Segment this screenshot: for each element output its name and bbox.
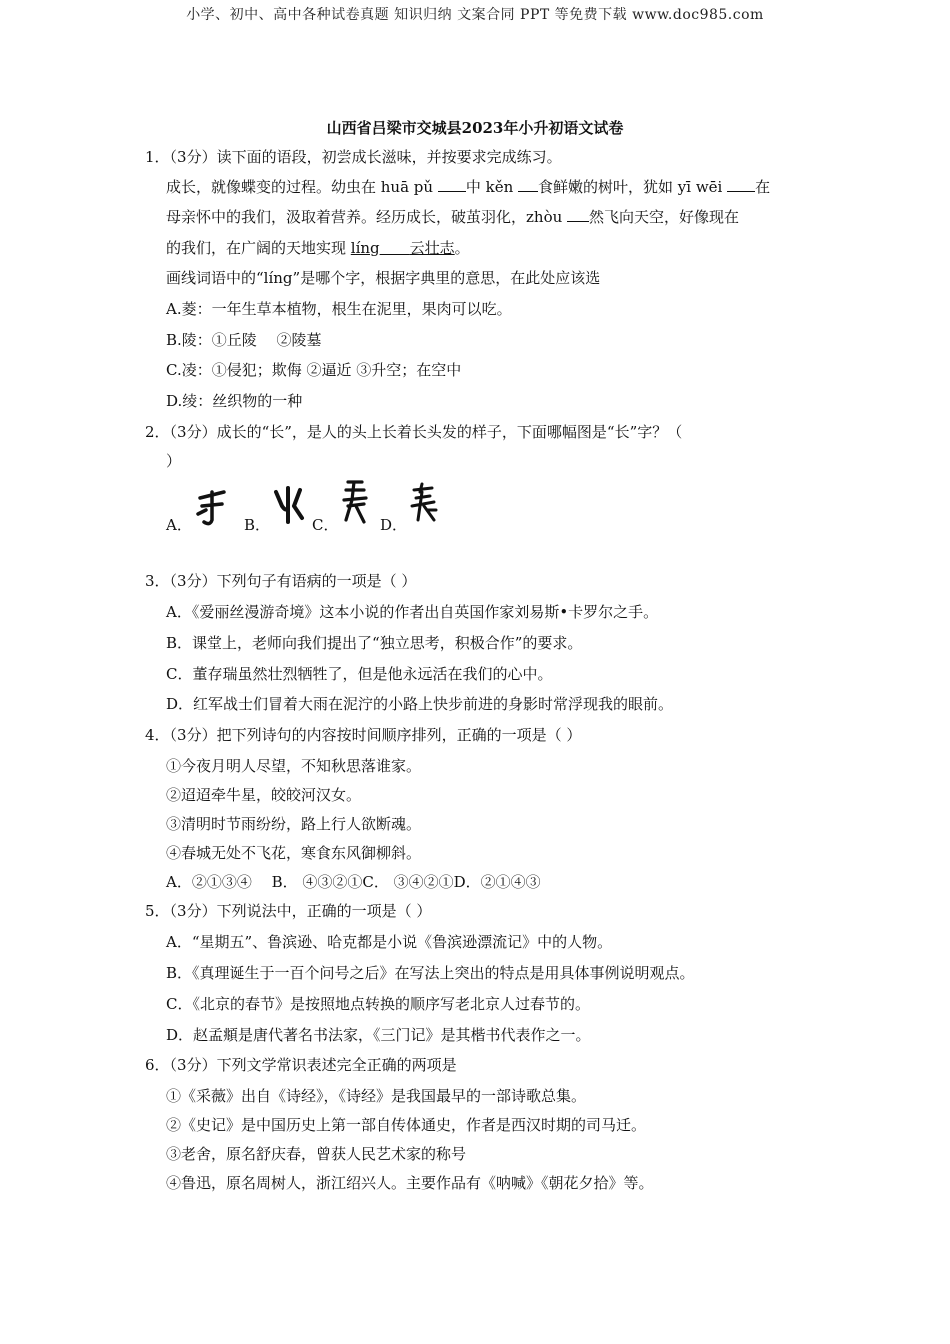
glyph-c-image[interactable] — [338, 478, 372, 526]
q2-glyph-options — [166, 476, 466, 536]
q1-passage-line-2: 母亲怀中的我们，汲取着营养。经历成长，破茧羽化，zhòu 然飞向天空，好像现在 — [166, 208, 740, 226]
q4-poem-2: ②迢迢牵牛星，皎皎河汉女。 — [166, 786, 362, 804]
q1-option-b[interactable]: B.陵：①丘陵 ②陵墓 — [166, 331, 322, 349]
q2-label-c[interactable]: C． — [312, 516, 339, 534]
q1-option-a[interactable]: A.菱：一年生草本植物，根生在泥里，果肉可以吃。 — [166, 300, 512, 318]
q1-option-d[interactable]: D.绫：丝织物的一种 — [166, 392, 303, 410]
glyph-d-image[interactable] — [406, 480, 440, 526]
q3-option-a[interactable]: A．《爱丽丝漫游奇境》这本小说的作者出自英国作家刘易斯•卡罗尔之手。 — [166, 603, 659, 621]
q1-option-c[interactable]: C.凌：①侵犯；欺侮 ②逼近 ③升空；在空中 — [166, 361, 462, 379]
q1-blank-1[interactable] — [438, 177, 466, 192]
q4-choices[interactable]: A．②①③④ B． ④③②①C． ③④②①D．②①④③ — [166, 873, 541, 891]
q5-stem: 5．（3分）下列说法中，正确的一项是（ ） — [145, 902, 432, 920]
q2-label-b[interactable]: B． — [244, 516, 271, 534]
q1-passage-line-1: 成长，就像蝶变的过程。幼虫在 huā pǔ 中 kěn 食鲜嫩的树叶，犹如 yī wēi 在 — [166, 178, 771, 196]
site-banner: 小学、初中、高中各种试卷真题 知识归纳 文案合同 PPT 等免费下载 www.doc985.com — [186, 7, 764, 23]
q4-stem: 4．（3分）把下列诗句的内容按时间顺序排列，正确的一项是（ ） — [145, 726, 582, 744]
page-title: 山西省吕梁市交城县2023年小升初语文试卷 — [326, 119, 624, 137]
glyph-a-image[interactable] — [194, 484, 230, 528]
q3-stem: 3．（3分）下列句子有语病的一项是（ ） — [145, 572, 417, 590]
q2-label-d[interactable]: D． — [380, 516, 408, 534]
q2-stem: 2．（3分）成长的“长”，是人的头上长着长头发的样子，下面哪幅图是“长”字？（ — [145, 423, 683, 441]
q2-label-a[interactable]: A． — [166, 516, 192, 534]
q2-stem-end: ） — [166, 452, 182, 470]
q3-option-b[interactable]: B．课堂上，老师向我们提出了“独立思考，积极合作”的要求。 — [166, 634, 583, 652]
q5-option-b[interactable]: B．《真理诞生于一百个问号之后》在写法上突出的特点是用具体事例说明观点。 — [166, 964, 695, 982]
q6-item-3[interactable]: ③老舍，原名舒庆春，曾获人民艺术家的称号 — [166, 1145, 467, 1163]
q3-option-d[interactable]: D．红军战士们冒着大雨在泥泞的小路上快步前进的身影时常浮现我的眼前。 — [166, 695, 674, 713]
q1-question: 画线词语中的“líng”是哪个字，根据字典里的意思，在此处应该选 — [166, 269, 601, 287]
q5-option-a[interactable]: A．“星期五”、鲁滨逊、哈克都是小说《鲁滨逊漂流记》中的人物。 — [166, 933, 613, 951]
q1-blank-2[interactable] — [518, 177, 538, 192]
q4-poem-3: ③清明时节雨纷纷，路上行人欲断魂。 — [166, 815, 422, 833]
q1-blank-3[interactable] — [727, 177, 755, 192]
q4-poem-4: ④春城无处不飞花，寒食东风御柳斜。 — [166, 844, 422, 862]
q6-stem: 6．（3分）下列文学常识表述完全正确的两项是 — [145, 1056, 457, 1074]
q1-underlined-word: líng 云壮志 — [350, 239, 455, 257]
q5-option-d[interactable]: D．赵孟頫是唐代著名书法家，《三门记》是其楷书代表作之一。 — [166, 1026, 591, 1044]
q5-option-c[interactable]: C．《北京的春节》是按照地点转换的顺序写老北京人过春节的。 — [166, 995, 590, 1013]
q6-item-2[interactable]: ②《史记》是中国历史上第一部自传体通史，作者是西汉时期的司马迁。 — [166, 1116, 647, 1134]
q4-poem-1: ①今夜月明人尽望，不知秋思落谁家。 — [166, 757, 422, 775]
q1-passage-line-3: 的我们，在广阔的天地实现 líng 云壮志。 — [166, 239, 470, 257]
q3-option-c[interactable]: C．董存瑞虽然壮烈牺牲了，但是他永远活在我们的心中。 — [166, 665, 553, 683]
glyph-b-image[interactable] — [270, 482, 306, 528]
q1-stem: 1．（3分）读下面的语段，初尝成长滋味，并按要求完成练习。 — [145, 148, 562, 166]
q6-item-4[interactable]: ④鲁迅，原名周树人，浙江绍兴人。主要作品有《呐喊》《朝花夕拾》等。 — [166, 1174, 654, 1192]
q6-item-1[interactable]: ①《采薇》出自《诗经》，《诗经》是我国最早的一部诗歌总集。 — [166, 1087, 587, 1105]
q1-blank-4[interactable] — [567, 207, 589, 222]
